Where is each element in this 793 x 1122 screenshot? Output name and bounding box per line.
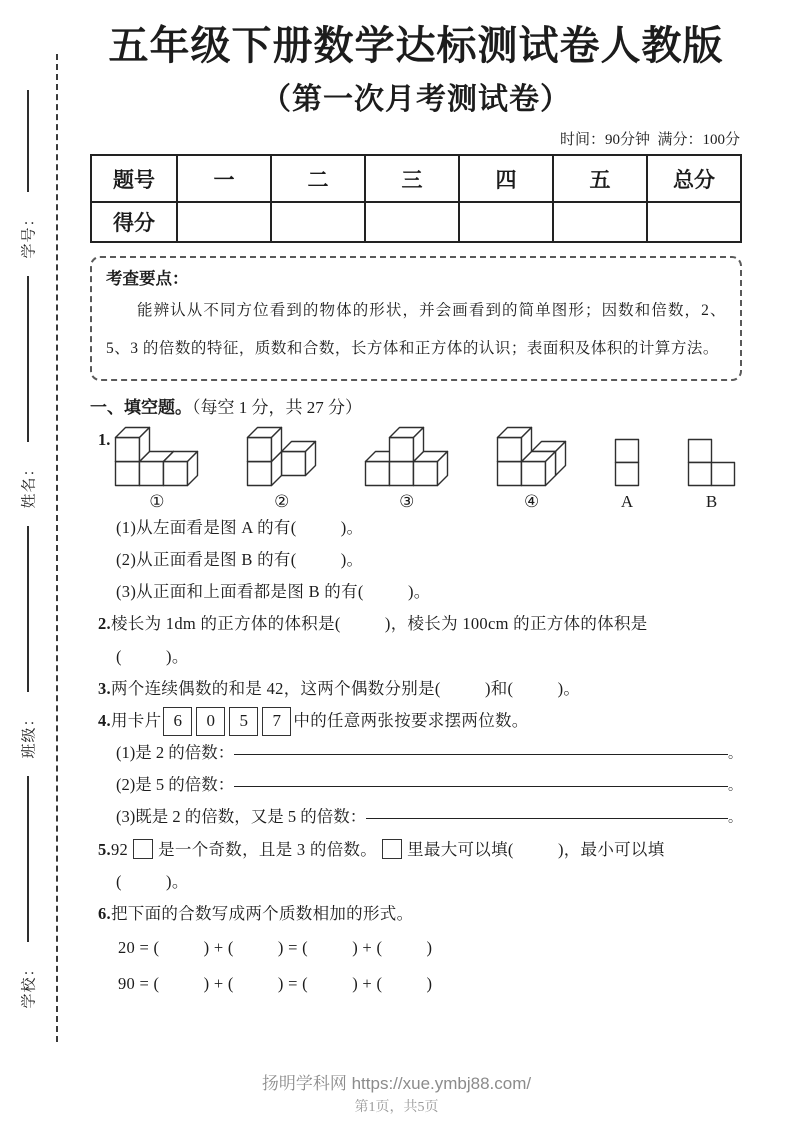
question-6-text: 把下面的合数写成两个质数相加的形式。 (110, 904, 414, 923)
question-2-number: 2. (98, 614, 111, 634)
fill-in-line (27, 776, 29, 942)
answer-blank-line (366, 818, 728, 819)
key-points-heading: 考查要点： (106, 269, 189, 288)
score-col-total: 总分 (647, 155, 741, 202)
score-col-2: 二 (271, 155, 365, 202)
cube-stack-figure (246, 426, 317, 487)
answer-blank-line (234, 786, 728, 787)
digit-card-5: 5 (229, 707, 258, 736)
class-label (8, 696, 48, 772)
question-1-sub-3: (3)从正面和上面看都是图 B 的有( )。 (116, 582, 431, 602)
question-6-number: 6. (98, 904, 111, 923)
student-number-field (8, 86, 48, 272)
question-5-continuation: ( )。 (116, 871, 189, 891)
school-label (8, 946, 48, 1022)
class-field (8, 522, 48, 772)
score-cell (647, 202, 741, 242)
student-number-label (8, 196, 48, 272)
flat-shape-figure (614, 438, 640, 487)
page-number: 第1页，共5页 (354, 1100, 439, 1115)
question-1-sub-1: (1)从左面看是图 A 的有( )。 (116, 517, 364, 537)
question-4-sub-2-label: (2)是 5 的倍数： (116, 775, 235, 795)
score-cell (271, 202, 365, 242)
question-2 (90, 608, 742, 640)
figure-label: B (705, 491, 718, 511)
question-4-sub-1-label: (1)是 2 的倍数： (116, 743, 235, 763)
figure-block (364, 426, 449, 512)
section-fill-heading (90, 393, 742, 418)
question-1-number: 1. (98, 429, 111, 449)
question-5-part3: 里最大可以填( )，最小可以填 (407, 839, 665, 859)
question-5-number: 5. (98, 839, 111, 859)
question-1-figures (110, 424, 742, 512)
question-2-continuation: ( )。 (116, 646, 189, 666)
score-table-header-row (91, 155, 741, 202)
question-4-sub-2 (90, 769, 742, 801)
score-table (90, 154, 742, 243)
question-5-part2: 是一个奇数，且是 3 的倍数。 (158, 839, 378, 859)
score-col-3: 三 (365, 155, 459, 202)
section-fill-heading-note: （每空 1 分，共 27 分） (192, 397, 362, 417)
fill-in-line (27, 526, 29, 692)
question-5-part1: 92 (110, 839, 129, 859)
digit-card-7: 7 (262, 707, 291, 736)
student-number-label-text: 学号： (21, 209, 38, 259)
question-5 (90, 834, 742, 866)
question-3-text: 两个连续偶数的和是 42，这两个偶数分别是( )和( )。 (110, 678, 581, 698)
time-score-info: 时间：90分钟 满分：100分 (559, 132, 740, 148)
figure-block (614, 438, 640, 512)
answer-blank-line (234, 754, 728, 755)
student-name-field (8, 272, 48, 522)
score-cell (459, 202, 553, 242)
figure-label: ④ (524, 491, 540, 511)
question-1-sub-2: (2)从正面看是图 B 的有( )。 (116, 550, 364, 570)
student-name-label-text: 姓名： (21, 459, 38, 509)
figure-label: ① (149, 491, 165, 511)
score-table-score-row (91, 202, 741, 242)
school-field (8, 772, 48, 1022)
dashed-fold-line (56, 54, 58, 1042)
section-fill-heading-main: 一、填空题。 (90, 397, 192, 417)
student-name-label (8, 446, 48, 522)
figure-label: ③ (399, 491, 415, 511)
question-4-sub-3-label: (3)既是 2 的倍数，又是 5 的倍数： (116, 807, 367, 827)
line-end-period: 。 (728, 811, 742, 827)
score-col-1: 一 (177, 155, 271, 202)
cube-stack-figure (364, 426, 449, 487)
empty-digit-box (133, 839, 153, 859)
question-4-sub-1 (90, 737, 742, 769)
cube-stack-figure (496, 426, 567, 487)
page-footer (0, 1069, 793, 1116)
score-col-5: 五 (553, 155, 647, 202)
figure-label: ② (274, 491, 290, 511)
figure-label: A (620, 491, 634, 511)
class-label-text: 班级： (21, 709, 38, 759)
student-info-sidebar (0, 86, 56, 1022)
score-cell (177, 202, 271, 242)
question-3 (90, 673, 742, 705)
paper-subtitle: （第一次月考测试卷） (261, 83, 571, 116)
question-3-number: 3. (98, 678, 111, 698)
key-points-box (90, 256, 742, 381)
question-4-sub-3 (90, 801, 742, 833)
empty-digit-box (382, 839, 402, 859)
figure-block (496, 426, 567, 512)
question-4-suffix: 中的任意两张按要求摆两位数。 (293, 710, 529, 730)
question-4 (90, 705, 742, 737)
paper-body (90, 16, 742, 1001)
question-1 (90, 424, 742, 512)
figure-block (114, 426, 199, 512)
question-6-equation-20: 20 = ( ) + ( ) = ( ) + ( ) (118, 938, 433, 958)
line-end-period: 。 (728, 747, 742, 763)
digit-card-6: 6 (163, 707, 192, 736)
site-watermark: 扬明学科网 https://xue.ymbj88.com/ (261, 1074, 532, 1093)
score-cell (553, 202, 647, 242)
question-2-text: 棱长为 1dm 的正方体的体积是( )，棱长为 100cm 的正方体的体积是 (110, 614, 648, 634)
figure-block (687, 438, 736, 512)
figure-block (246, 426, 317, 512)
school-label-text: 学校： (21, 959, 38, 1009)
question-6 (90, 898, 742, 930)
fill-in-line (27, 276, 29, 442)
score-label: 得分 (91, 202, 177, 242)
line-end-period: 。 (728, 779, 742, 795)
question-4-prefix: 用卡片 (110, 710, 162, 730)
question-4-number: 4. (98, 710, 111, 730)
cube-stack-figure (114, 426, 199, 487)
question-6-equation-90: 90 = ( ) + ( ) = ( ) + ( ) (118, 973, 433, 993)
question-number-label: 题号 (91, 155, 177, 202)
digit-card-0: 0 (196, 707, 225, 736)
paper-title: 五年级下册数学达标测试卷人教版 (108, 23, 724, 68)
score-cell (365, 202, 459, 242)
fill-in-line (27, 90, 29, 192)
score-col-4: 四 (459, 155, 553, 202)
key-points-body: 能辨认从不同方位看到的物体的形状，并会画看到的简单图形；因数和倍数，2、5、3 的倍数的特征，质数和合数，长方体和正方体的认识；表面积及体积的计算方法。 (106, 302, 726, 357)
flat-shape-figure (687, 438, 736, 487)
